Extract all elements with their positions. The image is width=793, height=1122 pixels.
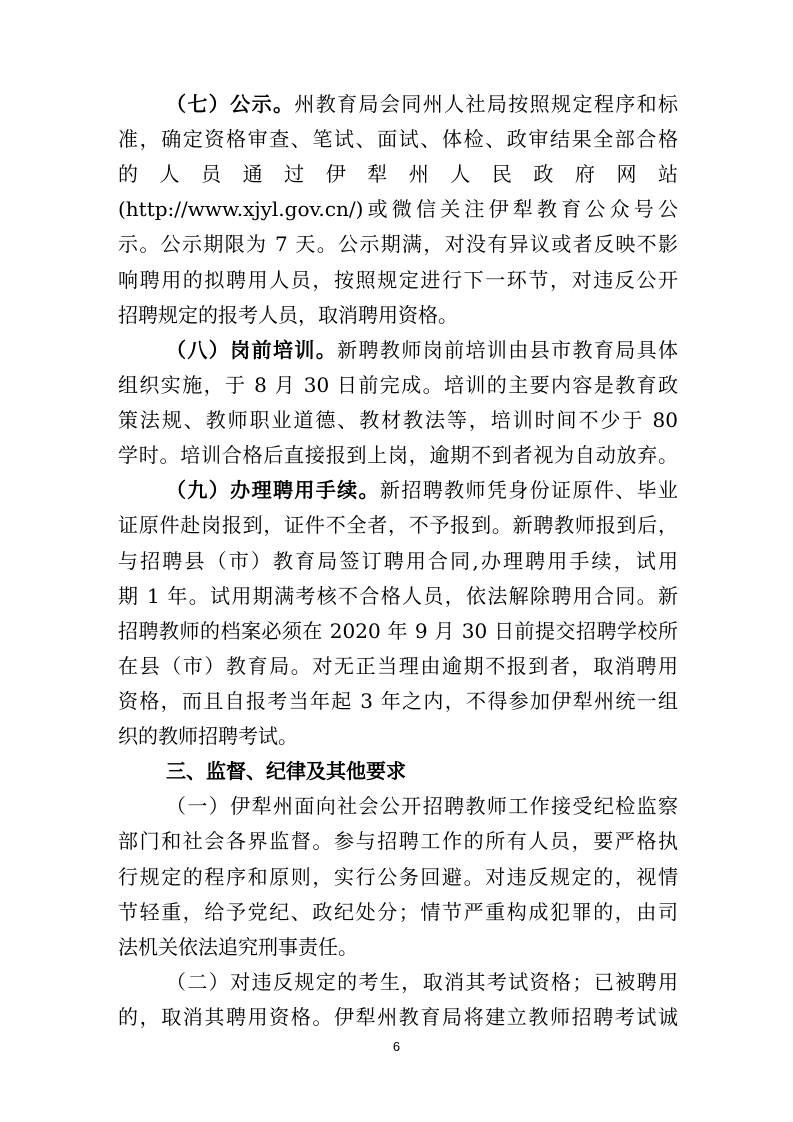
section-7-line-7: 招聘规定的报考人员，取消聘用资格。: [118, 303, 458, 327]
section-9-line-7: 资格，而且自报考当年起 3 年之内，不得参加伊犁州统一组: [118, 689, 678, 713]
section-9-line-3: 与招聘县（市）教育局签订聘用合同,办理聘用手续，试用: [118, 549, 678, 573]
paragraph-2-line-1: （二）对违反规定的考生，取消其考试资格；已被聘用: [166, 970, 678, 994]
section-7-line-2: 准，确定资格审查、笔试、面试、体检、政审结果全部合格: [118, 127, 678, 151]
section-8-line-4: 学时。培训合格后直接报到上岗，逾期不到者视为自动放弃。: [118, 443, 678, 467]
paragraph-1-line-4: 节轻重，给予党纪、政纪处分；情节严重构成犯罪的，由司: [118, 900, 678, 924]
section-9-line-6: 在县（市）教育局。对无正当理由逾期不报到者，取消聘用: [118, 654, 678, 678]
section-7-line-4: (http://www.xjyl.gov.cn/)或微信关注伊犁教育公众号公: [118, 197, 678, 221]
page-number: 6: [392, 1039, 401, 1054]
paragraph-1-line-5: 法机关依法追究刑事责任。: [118, 935, 358, 959]
section-8-text-1: 新聘教师岗前培训由县市教育局具体: [337, 338, 678, 362]
section-7-line-6: 响聘用的拟聘用人员，按照规定进行下一环节，对违反公开: [118, 268, 678, 292]
section-7-heading: （七）公示。: [166, 92, 295, 116]
section-9-text-1: 新招聘教师凭身份证原件、毕业: [379, 478, 678, 502]
paragraph-1-line-2: 部门和社会各界监督。参与招聘工作的所有人员，要严格执: [118, 829, 678, 853]
section-8-line-1: [166, 333, 678, 368]
section-7-text-1: 州教育局会同州人社局按照规定程序和标: [294, 92, 678, 116]
section-9-heading: （九）办理聘用手续。: [166, 478, 380, 502]
section-8-line-2: 组织实施，于 8 月 30 日前完成。培训的主要内容是教育政: [118, 373, 678, 397]
section-9-line-8: 织的教师招聘考试。: [118, 724, 298, 748]
section-3-heading: 三、监督、纪律及其他要求: [166, 759, 406, 783]
section-9-line-2: 证原件赴岗报到，证件不全者，不予报到。新聘教师报到后，: [118, 513, 678, 537]
section-9-line-4: 期 1 年。试用期满考核不合格人员，依法解除聘用合同。新: [118, 584, 678, 608]
paragraph-1-line-3: 行规定的程序和原则，实行公务回避。对违反规定的，视情: [118, 865, 678, 889]
paragraph-2-line-2: 的，取消其聘用资格。伊犁州教育局将建立教师招聘考试诚: [118, 1005, 678, 1029]
paragraph-1-line-1: （一）伊犁州面向社会公开招聘教师工作接受纪检监察: [166, 794, 678, 818]
section-8-line-3: 策法规、教师职业道德、教材教法等，培训时间不少于 80: [118, 408, 678, 432]
section-7-line-3: 的人员通过伊犁州人民政府网站: [118, 162, 678, 186]
section-7-line-1: [166, 87, 678, 122]
section-9-line-1: [166, 473, 678, 508]
section-8-heading: （八）岗前培训。: [166, 338, 338, 362]
section-9-line-5: 招聘教师的档案必须在 2020 年 9 月 30 日前提交招聘学校所: [118, 619, 678, 643]
section-7-line-5: 示。公示期限为 7 天。公示期满，对没有异议或者反映不影: [118, 232, 678, 256]
